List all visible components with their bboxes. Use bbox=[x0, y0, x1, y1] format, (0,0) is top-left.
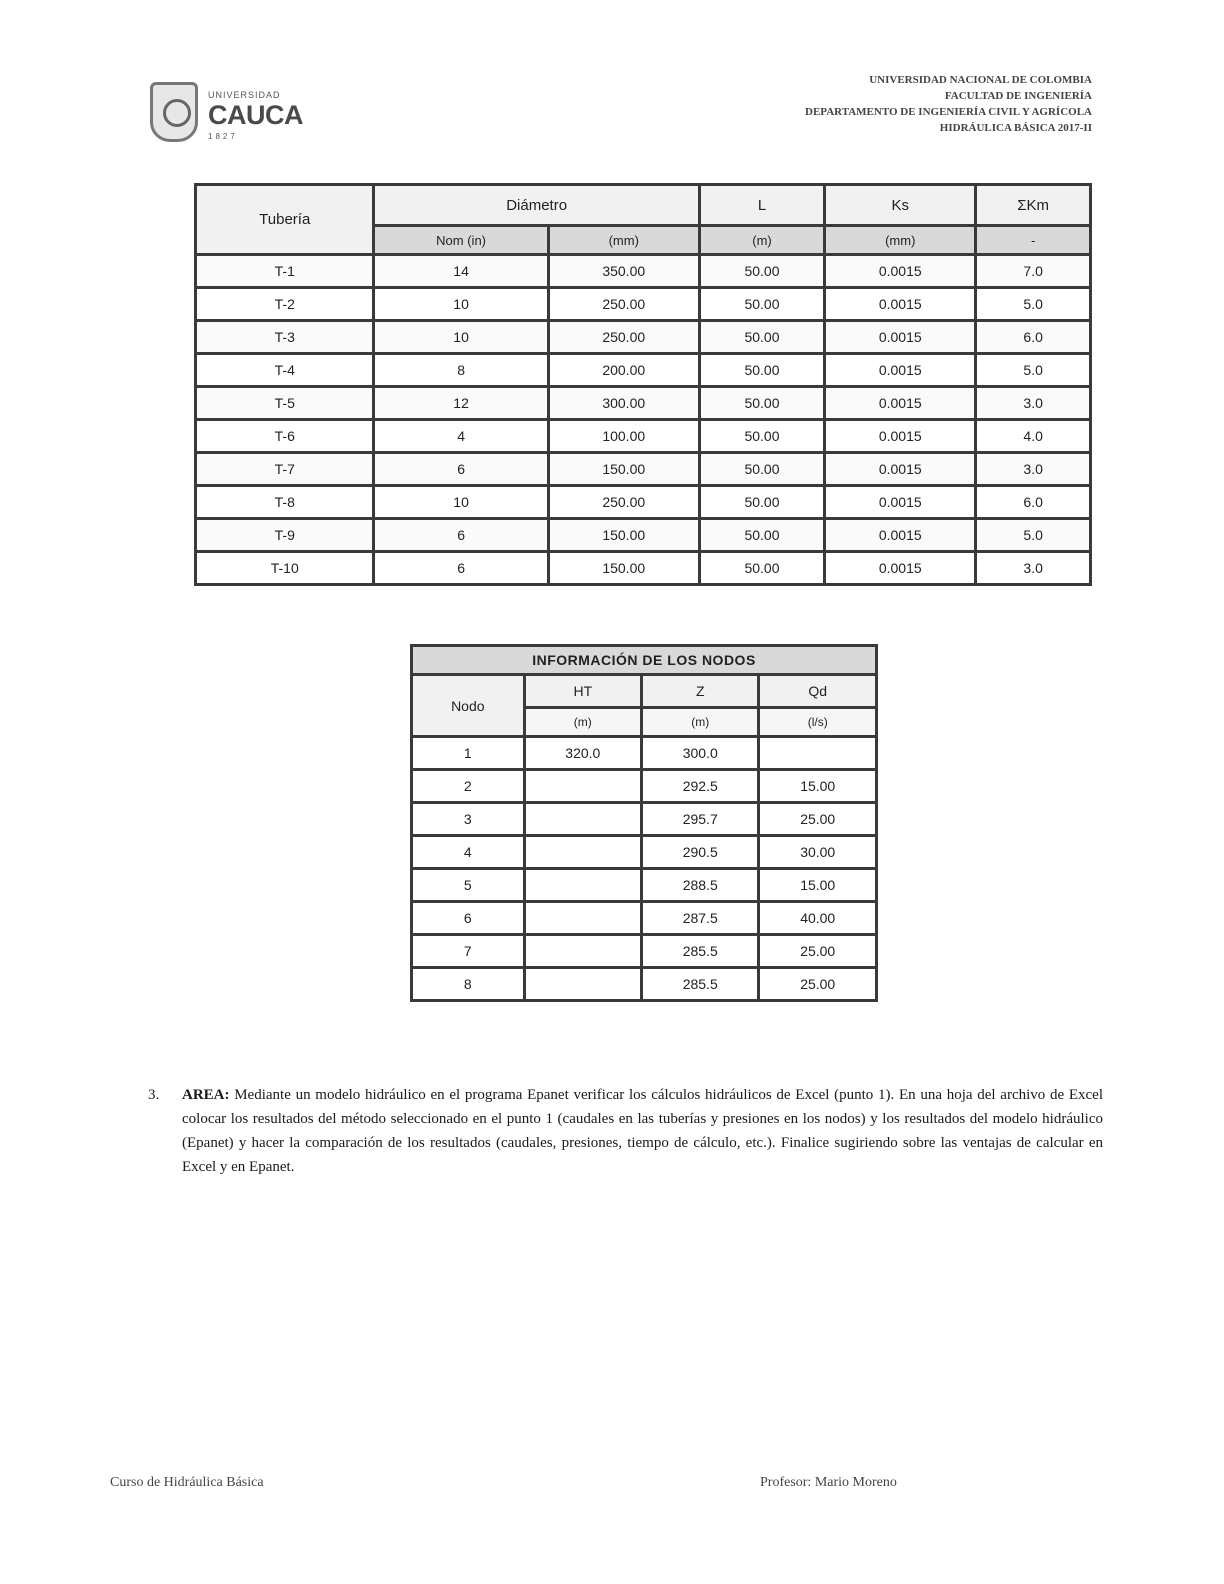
table-cell: 3 bbox=[412, 803, 525, 836]
table-cell: T-3 bbox=[196, 321, 374, 354]
pipes-table bbox=[194, 183, 1092, 586]
task-label: AREA: bbox=[182, 1087, 230, 1103]
table-cell: 1 bbox=[412, 737, 525, 770]
table-cell bbox=[759, 737, 877, 770]
table-cell bbox=[524, 836, 641, 869]
table-row bbox=[196, 420, 1091, 453]
table-cell: 6.0 bbox=[976, 486, 1091, 519]
table-cell: 6 bbox=[374, 519, 548, 552]
table-cell bbox=[524, 803, 641, 836]
table-cell: 6 bbox=[374, 552, 548, 585]
table-cell: 300.00 bbox=[548, 387, 699, 420]
table-cell: 50.00 bbox=[699, 321, 824, 354]
table-row bbox=[196, 486, 1091, 519]
table-cell bbox=[524, 902, 641, 935]
task-number: 3. bbox=[148, 1087, 160, 1103]
table-cell: 10 bbox=[374, 321, 548, 354]
table-cell: 2 bbox=[412, 770, 525, 803]
table-cell: T-2 bbox=[196, 288, 374, 321]
table-row bbox=[196, 453, 1091, 486]
table-cell: 6.0 bbox=[976, 321, 1091, 354]
subheader: (mm) bbox=[825, 226, 976, 255]
subheader: (m) bbox=[524, 708, 641, 737]
table-cell: 285.5 bbox=[642, 968, 759, 1001]
logo-line-1: UNIVERSIDAD bbox=[208, 90, 281, 100]
table-row bbox=[196, 519, 1091, 552]
table-cell: 3.0 bbox=[976, 552, 1091, 585]
table-cell: 150.00 bbox=[548, 552, 699, 585]
table-cell: 14 bbox=[374, 255, 548, 288]
table-cell: T-7 bbox=[196, 453, 374, 486]
table-cell bbox=[524, 869, 641, 902]
subheader: (m) bbox=[699, 226, 824, 255]
table-cell: T-9 bbox=[196, 519, 374, 552]
table-cell: 30.00 bbox=[759, 836, 877, 869]
table-cell: 5.0 bbox=[976, 354, 1091, 387]
table-cell: 15.00 bbox=[759, 770, 877, 803]
table-cell: 8 bbox=[374, 354, 548, 387]
nodes-table-title: INFORMACIÓN DE LOS NODOS bbox=[412, 646, 877, 675]
table-cell: 320.0 bbox=[524, 737, 641, 770]
document-header bbox=[805, 72, 1092, 136]
table-cell: 15.00 bbox=[759, 869, 877, 902]
header-km: ΣKm bbox=[976, 185, 1091, 226]
table-cell: 300.0 bbox=[642, 737, 759, 770]
table-cell: 0.0015 bbox=[825, 486, 976, 519]
nodes-table bbox=[410, 644, 878, 1002]
table-cell: 100.00 bbox=[548, 420, 699, 453]
header-z: Z bbox=[642, 675, 759, 708]
table-cell: 285.5 bbox=[642, 935, 759, 968]
table-cell: 4 bbox=[412, 836, 525, 869]
header-nodo: Nodo bbox=[412, 675, 525, 737]
task-text: Mediante un modelo hidráulico en el programa Epanet verificar los cálculos hidráulicos de Excel (punto 1). En una hoja del archivo de Excel colocar los resultados del método seleccionado en el punto 1 (caudales en las tuberías y presiones en los nodos) y los resultados del modelo hidráulico (Epanet) y hacer la comparación de los resultados (caudales, presiones, tiempo de cálculo, etc.). Finalice sugiriendo sobre las ventajas de calcular en Excel y en Epanet. bbox=[182, 1087, 1103, 1175]
table-cell: 40.00 bbox=[759, 902, 877, 935]
header-ht: HT bbox=[524, 675, 641, 708]
table-cell: 0.0015 bbox=[825, 255, 976, 288]
table-cell: 50.00 bbox=[699, 255, 824, 288]
table-row bbox=[412, 737, 877, 770]
table-row bbox=[196, 387, 1091, 420]
table-cell: T-10 bbox=[196, 552, 374, 585]
header-ks: Ks bbox=[825, 185, 976, 226]
table-cell: 150.00 bbox=[548, 519, 699, 552]
table-cell: T-5 bbox=[196, 387, 374, 420]
table-cell: 295.7 bbox=[642, 803, 759, 836]
table-cell: 287.5 bbox=[642, 902, 759, 935]
table-row bbox=[196, 255, 1091, 288]
table-cell: 50.00 bbox=[699, 519, 824, 552]
university-logo bbox=[150, 82, 328, 150]
table-row bbox=[412, 869, 877, 902]
table-cell: 290.5 bbox=[642, 836, 759, 869]
table-cell: 10 bbox=[374, 288, 548, 321]
table-cell: 0.0015 bbox=[825, 321, 976, 354]
table-cell: 288.5 bbox=[642, 869, 759, 902]
table-cell: 10 bbox=[374, 486, 548, 519]
header-diametro: Diámetro bbox=[374, 185, 699, 226]
footer-professor: Profesor: Mario Moreno bbox=[760, 1475, 897, 1490]
table-row bbox=[412, 902, 877, 935]
table-cell: 292.5 bbox=[642, 770, 759, 803]
table-cell: 50.00 bbox=[699, 453, 824, 486]
table-cell: 50.00 bbox=[699, 552, 824, 585]
table-cell: 350.00 bbox=[548, 255, 699, 288]
logo-line-3: 1827 bbox=[208, 132, 238, 141]
header-line: HIDRÁULICA BÁSICA 2017-II bbox=[939, 122, 1092, 134]
table-row bbox=[412, 836, 877, 869]
table-row bbox=[412, 935, 877, 968]
table-cell: 0.0015 bbox=[825, 420, 976, 453]
subheader: - bbox=[976, 226, 1091, 255]
header-line: UNIVERSIDAD NACIONAL DE COLOMBIA bbox=[869, 74, 1092, 86]
table-cell: 50.00 bbox=[699, 486, 824, 519]
table-cell: 150.00 bbox=[548, 453, 699, 486]
header-line: DEPARTAMENTO DE INGENIERÍA CIVIL Y AGRÍCOLA bbox=[805, 106, 1092, 118]
header-line: FACULTAD DE INGENIERÍA bbox=[944, 90, 1092, 102]
table-row bbox=[412, 968, 877, 1001]
table-cell: 5 bbox=[412, 869, 525, 902]
table-cell: 50.00 bbox=[699, 288, 824, 321]
subheader: (m) bbox=[642, 708, 759, 737]
seal-icon bbox=[150, 82, 198, 142]
table-cell bbox=[524, 968, 641, 1001]
table-row bbox=[196, 321, 1091, 354]
table-cell: 3.0 bbox=[976, 453, 1091, 486]
table-cell: 25.00 bbox=[759, 935, 877, 968]
table-cell: 25.00 bbox=[759, 968, 877, 1001]
table-cell: T-8 bbox=[196, 486, 374, 519]
table-cell: 12 bbox=[374, 387, 548, 420]
table-row bbox=[196, 354, 1091, 387]
logo-line-2: CAUCA bbox=[208, 100, 303, 130]
table-cell: 4 bbox=[374, 420, 548, 453]
table-row bbox=[412, 803, 877, 836]
table-cell: 250.00 bbox=[548, 288, 699, 321]
table-cell: 50.00 bbox=[699, 387, 824, 420]
table-cell: 200.00 bbox=[548, 354, 699, 387]
table-cell: 50.00 bbox=[699, 354, 824, 387]
table-cell: 5.0 bbox=[976, 288, 1091, 321]
table-cell: 0.0015 bbox=[825, 354, 976, 387]
table-cell: 5.0 bbox=[976, 519, 1091, 552]
table-cell: 6 bbox=[412, 902, 525, 935]
footer-course: Curso de Hidráulica Básica bbox=[110, 1475, 264, 1490]
table-cell: 250.00 bbox=[548, 486, 699, 519]
task-paragraph bbox=[148, 1083, 1103, 1179]
table-cell: T-4 bbox=[196, 354, 374, 387]
table-cell: 0.0015 bbox=[825, 519, 976, 552]
table-cell bbox=[524, 935, 641, 968]
header-qd: Qd bbox=[759, 675, 877, 708]
table-cell: 50.00 bbox=[699, 420, 824, 453]
subheader: (l/s) bbox=[759, 708, 877, 737]
table-row bbox=[412, 770, 877, 803]
table-cell: 6 bbox=[374, 453, 548, 486]
table-cell: 4.0 bbox=[976, 420, 1091, 453]
table-cell: 7 bbox=[412, 935, 525, 968]
table-cell: 25.00 bbox=[759, 803, 877, 836]
table-cell: 0.0015 bbox=[825, 453, 976, 486]
subheader: (mm) bbox=[548, 226, 699, 255]
header-l: L bbox=[699, 185, 824, 226]
header-tuberia: Tubería bbox=[196, 185, 374, 255]
subheader: Nom (in) bbox=[374, 226, 548, 255]
table-cell: 0.0015 bbox=[825, 387, 976, 420]
table-cell: 0.0015 bbox=[825, 552, 976, 585]
table-cell: 0.0015 bbox=[825, 288, 976, 321]
table-cell: T-1 bbox=[196, 255, 374, 288]
table-cell: 250.00 bbox=[548, 321, 699, 354]
table-cell: 7.0 bbox=[976, 255, 1091, 288]
table-row bbox=[196, 552, 1091, 585]
task-body bbox=[182, 1083, 1103, 1179]
table-row bbox=[196, 288, 1091, 321]
table-cell: 3.0 bbox=[976, 387, 1091, 420]
table-cell: 8 bbox=[412, 968, 525, 1001]
table-cell bbox=[524, 770, 641, 803]
table-cell: T-6 bbox=[196, 420, 374, 453]
